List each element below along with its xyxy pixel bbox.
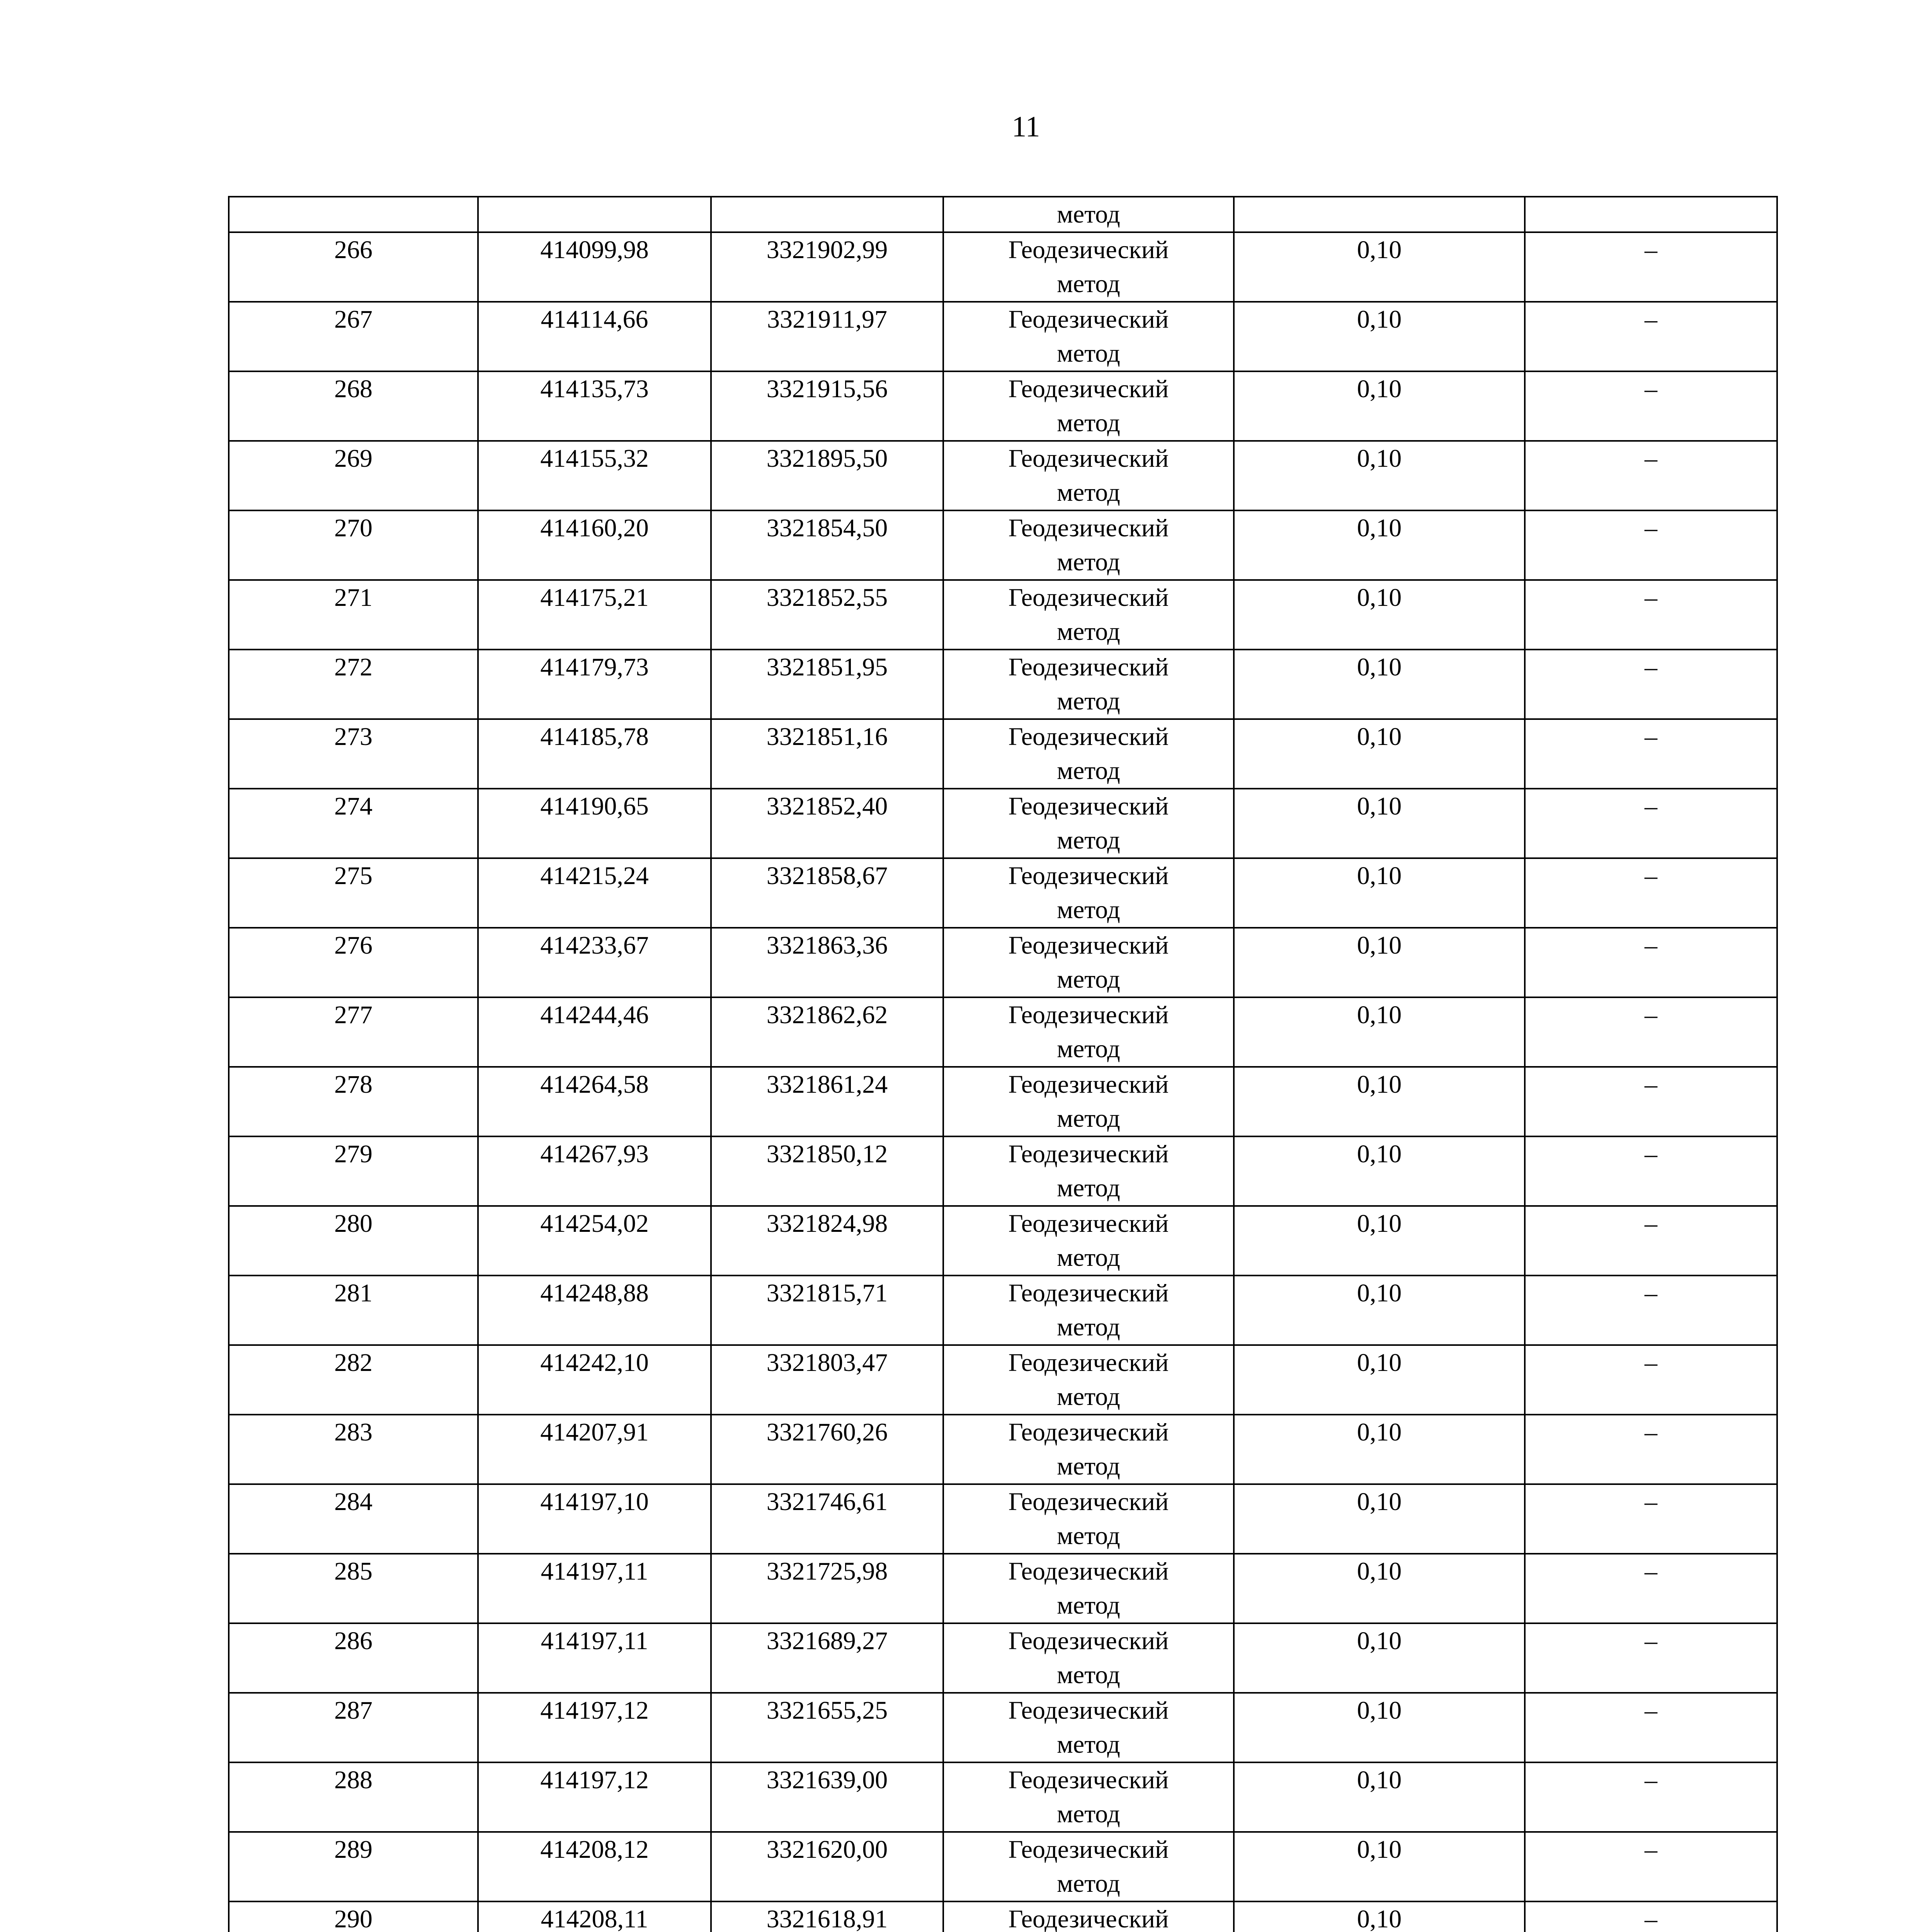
table-cell-y: 3321858,67 [711, 858, 943, 928]
method-line-2: метод [1057, 896, 1120, 924]
table-cell-description: – [1525, 858, 1777, 928]
table-cell-accuracy [1234, 197, 1525, 232]
method-line-2: метод [1057, 409, 1120, 437]
method-line-2: метод [1057, 1383, 1120, 1411]
table-row [229, 1623, 1777, 1693]
table-cell-y: 3321851,16 [711, 719, 943, 789]
method-line-1: Геодезический [1008, 583, 1169, 612]
table-cell-x: 414264,58 [478, 1067, 711, 1136]
table-cell-point-number: 285 [229, 1554, 478, 1623]
table-cell-method [943, 441, 1234, 510]
table-cell-description: – [1525, 997, 1777, 1067]
table-cell-accuracy: 0,10 [1234, 650, 1525, 719]
method-line-1: Геодезический [1008, 1209, 1169, 1238]
table-cell-accuracy: 0,10 [1234, 510, 1525, 580]
table-cell-x: 414208,11 [478, 1901, 711, 1932]
method-line-1: Геодезический [1008, 723, 1169, 751]
table-row [229, 789, 1777, 858]
table-cell-method [943, 1345, 1234, 1415]
table-cell-method [943, 510, 1234, 580]
method-line-1: Геодезический [1008, 1905, 1169, 1932]
table-row [229, 1484, 1777, 1554]
table-cell-method [943, 928, 1234, 997]
method-line-1: Геодезический [1008, 514, 1169, 542]
table-cell-method [943, 1762, 1234, 1832]
method-line-1: Геодезический [1008, 1349, 1169, 1377]
table-cell-accuracy: 0,10 [1234, 719, 1525, 789]
table-row [229, 302, 1777, 371]
table-cell-accuracy: 0,10 [1234, 789, 1525, 858]
table-cell-y: 3321862,62 [711, 997, 943, 1067]
table-cell-y: 3321902,99 [711, 232, 943, 302]
table-cell-accuracy: 0,10 [1234, 441, 1525, 510]
table-cell-accuracy: 0,10 [1234, 1067, 1525, 1136]
table-cell-description: – [1525, 1693, 1777, 1762]
table-cell-description: – [1525, 1554, 1777, 1623]
table-cell-y: 3321850,12 [711, 1136, 943, 1206]
table-row [229, 928, 1777, 997]
table-cell-description: – [1525, 1067, 1777, 1136]
table-cell-accuracy: 0,10 [1234, 371, 1525, 441]
table-cell-x: 414179,73 [478, 650, 711, 719]
table-cell-point-number: 274 [229, 789, 478, 858]
table-cell-x: 414197,11 [478, 1623, 711, 1693]
table-cell-y: 3321824,98 [711, 1206, 943, 1276]
method-line-1: Геодезический [1008, 792, 1169, 820]
table-row [229, 1206, 1777, 1276]
table-cell-point-number: 290 [229, 1901, 478, 1932]
table-cell-description: – [1525, 1415, 1777, 1484]
table-cell-description: – [1525, 1901, 1777, 1932]
table-row [229, 1901, 1777, 1932]
method-line-1: Геодезический [1008, 1001, 1169, 1029]
table-cell-method [943, 1693, 1234, 1762]
table-cell-point-number: 269 [229, 441, 478, 510]
table-cell-point-number: 282 [229, 1345, 478, 1415]
table-row [229, 650, 1777, 719]
table-cell-method [943, 1484, 1234, 1554]
table-cell-x: 414190,65 [478, 789, 711, 858]
table-cell-description: – [1525, 650, 1777, 719]
method-line-2: метод [1057, 1243, 1120, 1272]
table-row [229, 580, 1777, 650]
table-row [229, 371, 1777, 441]
table-cell-y: 3321760,26 [711, 1415, 943, 1484]
table-cell-point-number: 271 [229, 580, 478, 650]
table-cell-point-number: 286 [229, 1623, 478, 1693]
table-cell-description: – [1525, 302, 1777, 371]
table-cell-method: метод [943, 197, 1234, 232]
table-cell-point-number: 272 [229, 650, 478, 719]
method-line-1: Геодезический [1008, 1766, 1169, 1794]
table-cell-description: – [1525, 580, 1777, 650]
table-cell-method [943, 1276, 1234, 1345]
method-line-2: метод [1057, 1104, 1120, 1133]
method-line-1: Геодезический [1008, 1418, 1169, 1446]
table-cell-point-number: 287 [229, 1693, 478, 1762]
table-cell-method [943, 1623, 1234, 1693]
table-cell-x: 414242,10 [478, 1345, 711, 1415]
table-cell-accuracy: 0,10 [1234, 1623, 1525, 1693]
method-line-1: Геодезический [1008, 1557, 1169, 1585]
table-cell-x: 414175,21 [478, 580, 711, 650]
table-cell-method [943, 1067, 1234, 1136]
method-line-1: Геодезический [1008, 862, 1169, 890]
table-cell-point-number: 283 [229, 1415, 478, 1484]
table-row [229, 1762, 1777, 1832]
table-cell-description: – [1525, 1276, 1777, 1345]
table-cell-x: 414233,67 [478, 928, 711, 997]
table-cell-description: – [1525, 928, 1777, 997]
method-line-1: Геодезический [1008, 1627, 1169, 1655]
table-cell-y: 3321852,55 [711, 580, 943, 650]
table-cell-y: 3321915,56 [711, 371, 943, 441]
table-cell-method [943, 1901, 1234, 1932]
table-cell-description: – [1525, 441, 1777, 510]
method-line-1: Геодезический [1008, 1696, 1169, 1725]
table-cell-point-number: 276 [229, 928, 478, 997]
table-cell-x: 414197,11 [478, 1554, 711, 1623]
table-cell-point-number: 289 [229, 1832, 478, 1901]
table-row [229, 510, 1777, 580]
method-line-2: метод [1057, 1174, 1120, 1202]
table-cell-point-number: 273 [229, 719, 478, 789]
table-cell-method [943, 719, 1234, 789]
method-line-1: Геодезический [1008, 1488, 1169, 1516]
table-cell-x: 414244,46 [478, 997, 711, 1067]
table-cell-x: 414267,93 [478, 1136, 711, 1206]
table-cell-point-number: 267 [229, 302, 478, 371]
table-cell-method [943, 1206, 1234, 1276]
table-row [229, 1554, 1777, 1623]
table-cell-point-number [229, 197, 478, 232]
method-line-2: метод [1057, 478, 1120, 507]
table-cell-y: 3321815,71 [711, 1276, 943, 1345]
table-cell-method [943, 650, 1234, 719]
method-line-2: метод [1057, 1661, 1120, 1689]
table-cell-x: 414254,02 [478, 1206, 711, 1276]
table-cell-method [943, 1554, 1234, 1623]
method-line-2: метод [1057, 1800, 1120, 1828]
table-cell-description: – [1525, 232, 1777, 302]
table-cell-method [943, 858, 1234, 928]
table-cell-x: 414208,12 [478, 1832, 711, 1901]
table-cell-accuracy: 0,10 [1234, 1762, 1525, 1832]
table-cell-y: 3321618,91 [711, 1901, 943, 1932]
method-line-2: метод [1057, 1313, 1120, 1341]
method-line-2: метод [1057, 548, 1120, 576]
table-cell-method [943, 1415, 1234, 1484]
table-cell-accuracy: 0,10 [1234, 997, 1525, 1067]
table-row [229, 1136, 1777, 1206]
method-line-1: Геодезический [1008, 1070, 1169, 1099]
table-cell-accuracy: 0,10 [1234, 928, 1525, 997]
table-row [229, 719, 1777, 789]
table-row [229, 1832, 1777, 1901]
table-cell-x: 414114,66 [478, 302, 711, 371]
table-cell-accuracy: 0,10 [1234, 1693, 1525, 1762]
method-line-2: метод [1057, 1035, 1120, 1063]
coordinates-table [228, 196, 1778, 1932]
method-line-2: метод [1057, 1591, 1120, 1619]
method-line-2: метод [1057, 687, 1120, 715]
table-cell-method [943, 580, 1234, 650]
table-cell-accuracy: 0,10 [1234, 858, 1525, 928]
method-line-1: Геодезический [1008, 305, 1169, 333]
table-cell-y: 3321851,95 [711, 650, 943, 719]
method-line-1: Геодезический [1008, 931, 1169, 959]
table-cell-method [943, 997, 1234, 1067]
table-cell-y: 3321852,40 [711, 789, 943, 858]
table-row [229, 1067, 1777, 1136]
table-cell-accuracy: 0,10 [1234, 1276, 1525, 1345]
table-row [229, 1415, 1777, 1484]
table-cell-x: 414099,98 [478, 232, 711, 302]
table-cell-y: 3321725,98 [711, 1554, 943, 1623]
table-cell-y [711, 197, 943, 232]
table-cell-x: 414155,32 [478, 441, 711, 510]
table-cell-y: 3321895,50 [711, 441, 943, 510]
table-cell-accuracy: 0,10 [1234, 302, 1525, 371]
table-cell-point-number: 275 [229, 858, 478, 928]
table-cell-point-number: 266 [229, 232, 478, 302]
table-row [229, 997, 1777, 1067]
table-row [229, 1276, 1777, 1345]
table-cell-y: 3321911,97 [711, 302, 943, 371]
table-cell-method [943, 1136, 1234, 1206]
table-cell-description [1525, 197, 1777, 232]
table-cell-point-number: 281 [229, 1276, 478, 1345]
method-line-2: метод [1057, 1522, 1120, 1550]
table-cell-x: 414215,24 [478, 858, 711, 928]
table-row [229, 858, 1777, 928]
table-cell-x: 414197,12 [478, 1693, 711, 1762]
table-cell-y: 3321861,24 [711, 1067, 943, 1136]
table-cell-y: 3321803,47 [711, 1345, 943, 1415]
table-cell-description: – [1525, 1345, 1777, 1415]
table-cell-accuracy: 0,10 [1234, 1206, 1525, 1276]
page-number: 11 [1012, 111, 1040, 143]
table-cell-y: 3321854,50 [711, 510, 943, 580]
method-line-1: Геодезический [1008, 236, 1169, 264]
table-row [229, 441, 1777, 510]
table-cell-method [943, 789, 1234, 858]
table-cell-accuracy: 0,10 [1234, 1832, 1525, 1901]
table-cell-y: 3321746,61 [711, 1484, 943, 1554]
table-cell-x [478, 197, 711, 232]
table-cell-description: – [1525, 1136, 1777, 1206]
method-line-2: метод [1057, 757, 1120, 785]
method-line-1: Геодезический [1008, 1279, 1169, 1307]
table-cell-point-number: 278 [229, 1067, 478, 1136]
table-cell-point-number: 280 [229, 1206, 478, 1276]
method-line-2: метод [1057, 1869, 1120, 1898]
table-cell-method [943, 371, 1234, 441]
table-cell-accuracy: 0,10 [1234, 1415, 1525, 1484]
table-cell-point-number: 284 [229, 1484, 478, 1554]
table-cell-point-number: 270 [229, 510, 478, 580]
table-cell-accuracy: 0,10 [1234, 1554, 1525, 1623]
table-cell-point-number: 268 [229, 371, 478, 441]
table-cell-y: 3321689,27 [711, 1623, 943, 1693]
method-line-1: Геодезический [1008, 375, 1169, 403]
table-cell-accuracy: 0,10 [1234, 232, 1525, 302]
table-cell-description: – [1525, 719, 1777, 789]
table-row [229, 1693, 1777, 1762]
table-cell-x: 414207,91 [478, 1415, 711, 1484]
table-row-continuation [229, 197, 1777, 232]
method-line-2: метод [1057, 1730, 1120, 1759]
table-cell-point-number: 288 [229, 1762, 478, 1832]
table-cell-method [943, 232, 1234, 302]
table-cell-x: 414197,12 [478, 1762, 711, 1832]
table-cell-description: – [1525, 1762, 1777, 1832]
table-cell-y: 3321655,25 [711, 1693, 943, 1762]
table-cell-description: – [1525, 1832, 1777, 1901]
method-line-2: метод [1057, 1452, 1120, 1480]
table-cell-accuracy: 0,10 [1234, 1901, 1525, 1932]
table-cell-description: – [1525, 789, 1777, 858]
table-cell-x: 414197,10 [478, 1484, 711, 1554]
method-line-1: Геодезический [1008, 1140, 1169, 1168]
table-cell-method [943, 1832, 1234, 1901]
table-cell-accuracy: 0,10 [1234, 580, 1525, 650]
table-cell-x: 414185,78 [478, 719, 711, 789]
table-cell-y: 3321863,36 [711, 928, 943, 997]
table-cell-description: – [1525, 510, 1777, 580]
table-cell-x: 414160,20 [478, 510, 711, 580]
table-cell-x: 414248,88 [478, 1276, 711, 1345]
table-cell-accuracy: 0,10 [1234, 1136, 1525, 1206]
method-line-2: метод [1057, 826, 1120, 854]
table-cell-description: – [1525, 1484, 1777, 1554]
table-cell-description: – [1525, 371, 1777, 441]
table-cell-x: 414135,73 [478, 371, 711, 441]
method-line-2: метод [1057, 965, 1120, 993]
method-line-2: метод [1057, 270, 1120, 298]
method-line-2: метод [1057, 339, 1120, 367]
table-cell-y: 3321639,00 [711, 1762, 943, 1832]
method-line-1: Геодезический [1008, 653, 1169, 681]
table-cell-point-number: 277 [229, 997, 478, 1067]
table-cell-accuracy: 0,10 [1234, 1345, 1525, 1415]
table-cell-point-number: 279 [229, 1136, 478, 1206]
table-cell-accuracy: 0,10 [1234, 1484, 1525, 1554]
table-row [229, 232, 1777, 302]
table-cell-description: – [1525, 1206, 1777, 1276]
table-cell-y: 3321620,00 [711, 1832, 943, 1901]
table-cell-method [943, 302, 1234, 371]
method-line-1: Геодезический [1008, 1835, 1169, 1864]
table-row [229, 1345, 1777, 1415]
method-line-1: Геодезический [1008, 444, 1169, 473]
table-cell-description: – [1525, 1623, 1777, 1693]
method-line-2: метод [1057, 617, 1120, 646]
